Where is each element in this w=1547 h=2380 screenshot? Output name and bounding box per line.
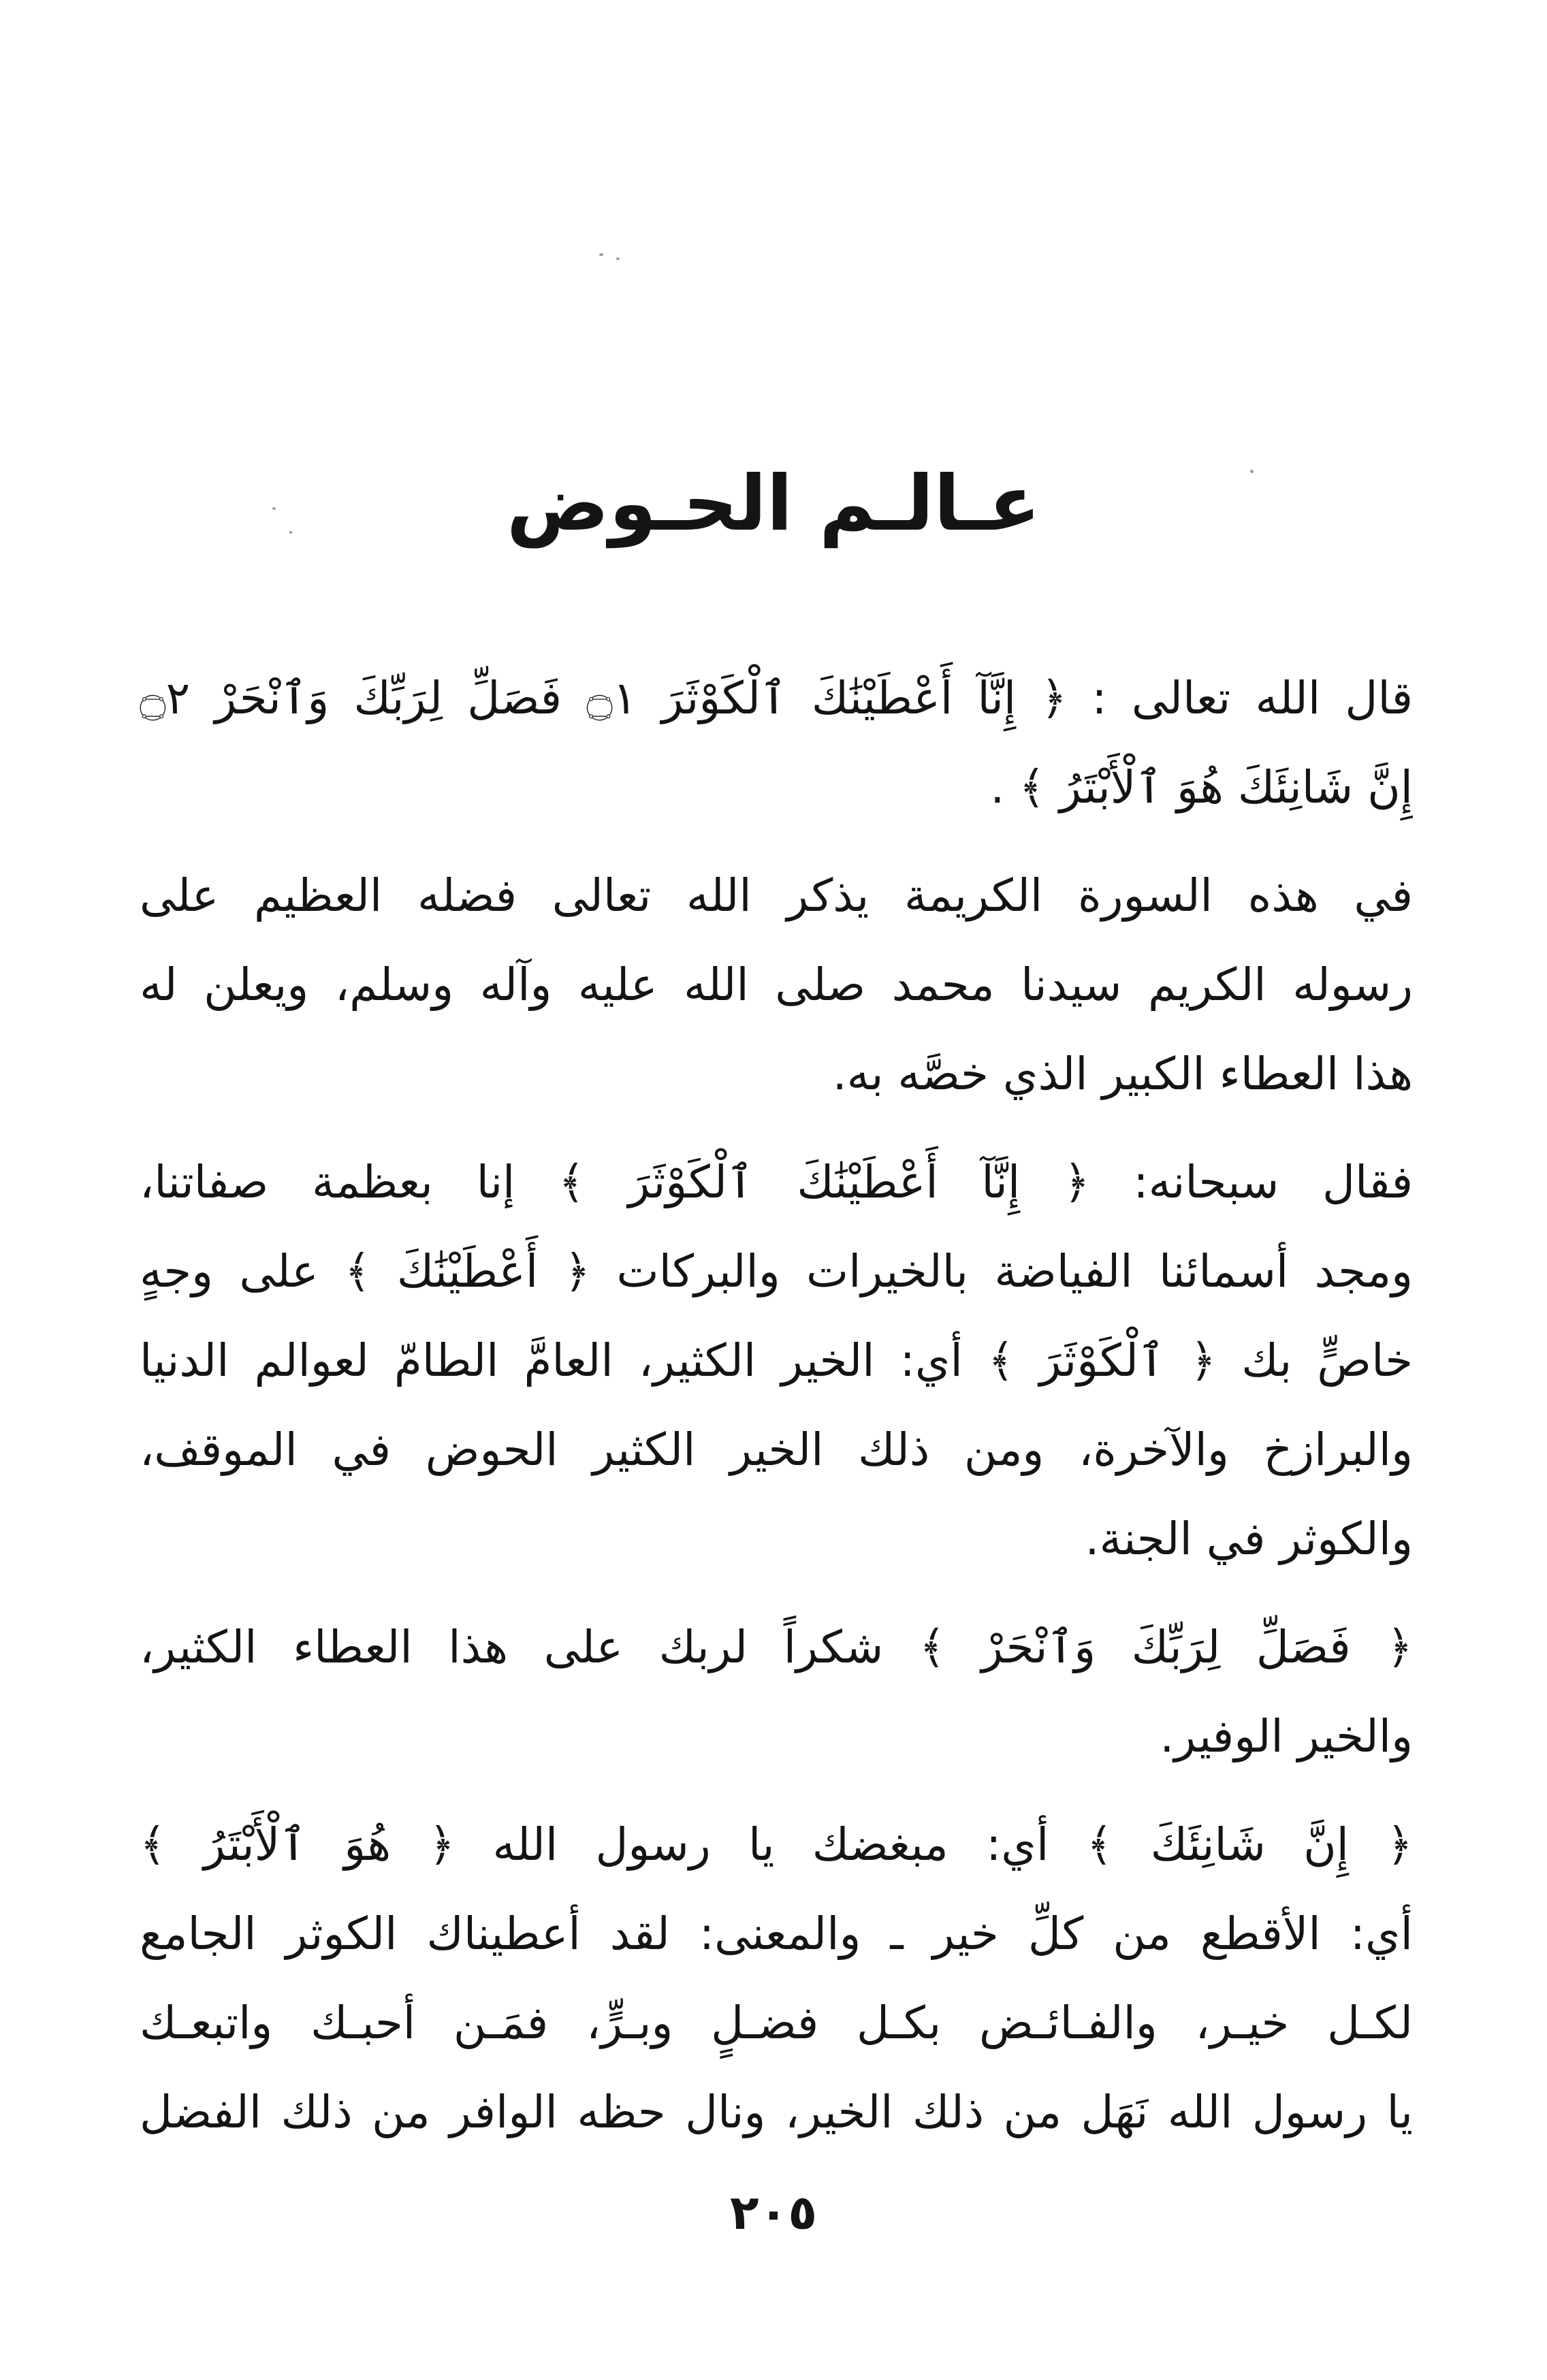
text-line: ﴿ فَصَلِّ لِرَبِّكَ وَٱنْحَرْ ﴾ شكراً لربك على هذا العطاء الكثير، [140,1621,1413,1673]
paragraph-intro [140,851,1413,1119]
text-line: ﴿ إِنَّ شَانِئَكَ ﴾ أي: مبغضك يا رسول الله ﴿ هُوَ ٱلْأَبْتَرُ ﴾ [140,1818,1413,1871]
page-number: ٢٠٥ [729,2185,818,2240]
text-line: قال الله تعالى : ﴿ إِنَّآ أَعْطَيْنَٰكَ ٱلْكَوْثَرَ ۝١ فَصَلِّ لِرَبِّكَ وَٱنْحَرْ ۝٢ [140,672,1413,724]
text-line: لكـل خيـر، والفـائـض بكـل فضـلٍ وبـرٍّ، فمَـن أحبـك واتبعـك [140,1997,1413,2049]
scan-speck [616,257,620,260]
text-line: هذا العطاء الكبير الذي خصَّه به. [832,1048,1413,1100]
chapter-title: عـالـم الحـوض [506,460,1041,548]
paragraph-kawthar [140,1138,1413,1583]
text-line: إِنَّ شَانِئَكَ هُوَ ٱلْأَبْتَرُ ﴾ . [990,761,1413,814]
text-line: ومجد أسمائنا الفياضة بالخيرات والبركات ﴿ أَعْطَيْنَٰكَ ﴾ على وجهٍ [140,1245,1413,1298]
text-line: يا رسول الله نَهَل من ذلك الخير، ونال حظه الوافر من ذلك الفضل [140,2086,1413,2138]
paragraph-verse [140,654,1413,832]
scan-speck [599,253,603,256]
paragraph-abtar [140,1800,1413,2157]
text-line: فقال سبحانه: ﴿ إِنَّآ أَعْطَيْنَٰكَ ٱلْكَوْثَرَ ﴾ إنا بعظمة صفاتنا، [140,1156,1413,1208]
text-line: والبرازخ والآخرة، ومن ذلك الخير الكثير الحوض في الموقف، [140,1424,1413,1476]
text-line: في هذه السورة الكريمة يذكر الله تعالى فضله العظيم على [140,869,1413,922]
text-line: والخير الوفير. [1160,1710,1413,1763]
text-line: أي: الأقطع من كلِّ خير ـ والمعنى: لقد أعطيناك الكوثر الجامع [140,1908,1413,1960]
text-line: والكوثر في الجنة. [1085,1513,1413,1565]
paragraph-pray [140,1603,1413,1781]
text-line: رسوله الكريم سيدنا محمد صلى الله عليه وآله وسلم، ويعلن له [140,959,1413,1011]
text-line: خاصٍّ بك ﴿ ٱلْكَوْثَرَ ﴾ أي: الخير الكثير، العامَّ الطامّ لعوالم الدنيا [140,1334,1413,1387]
body-text [140,654,1413,2176]
